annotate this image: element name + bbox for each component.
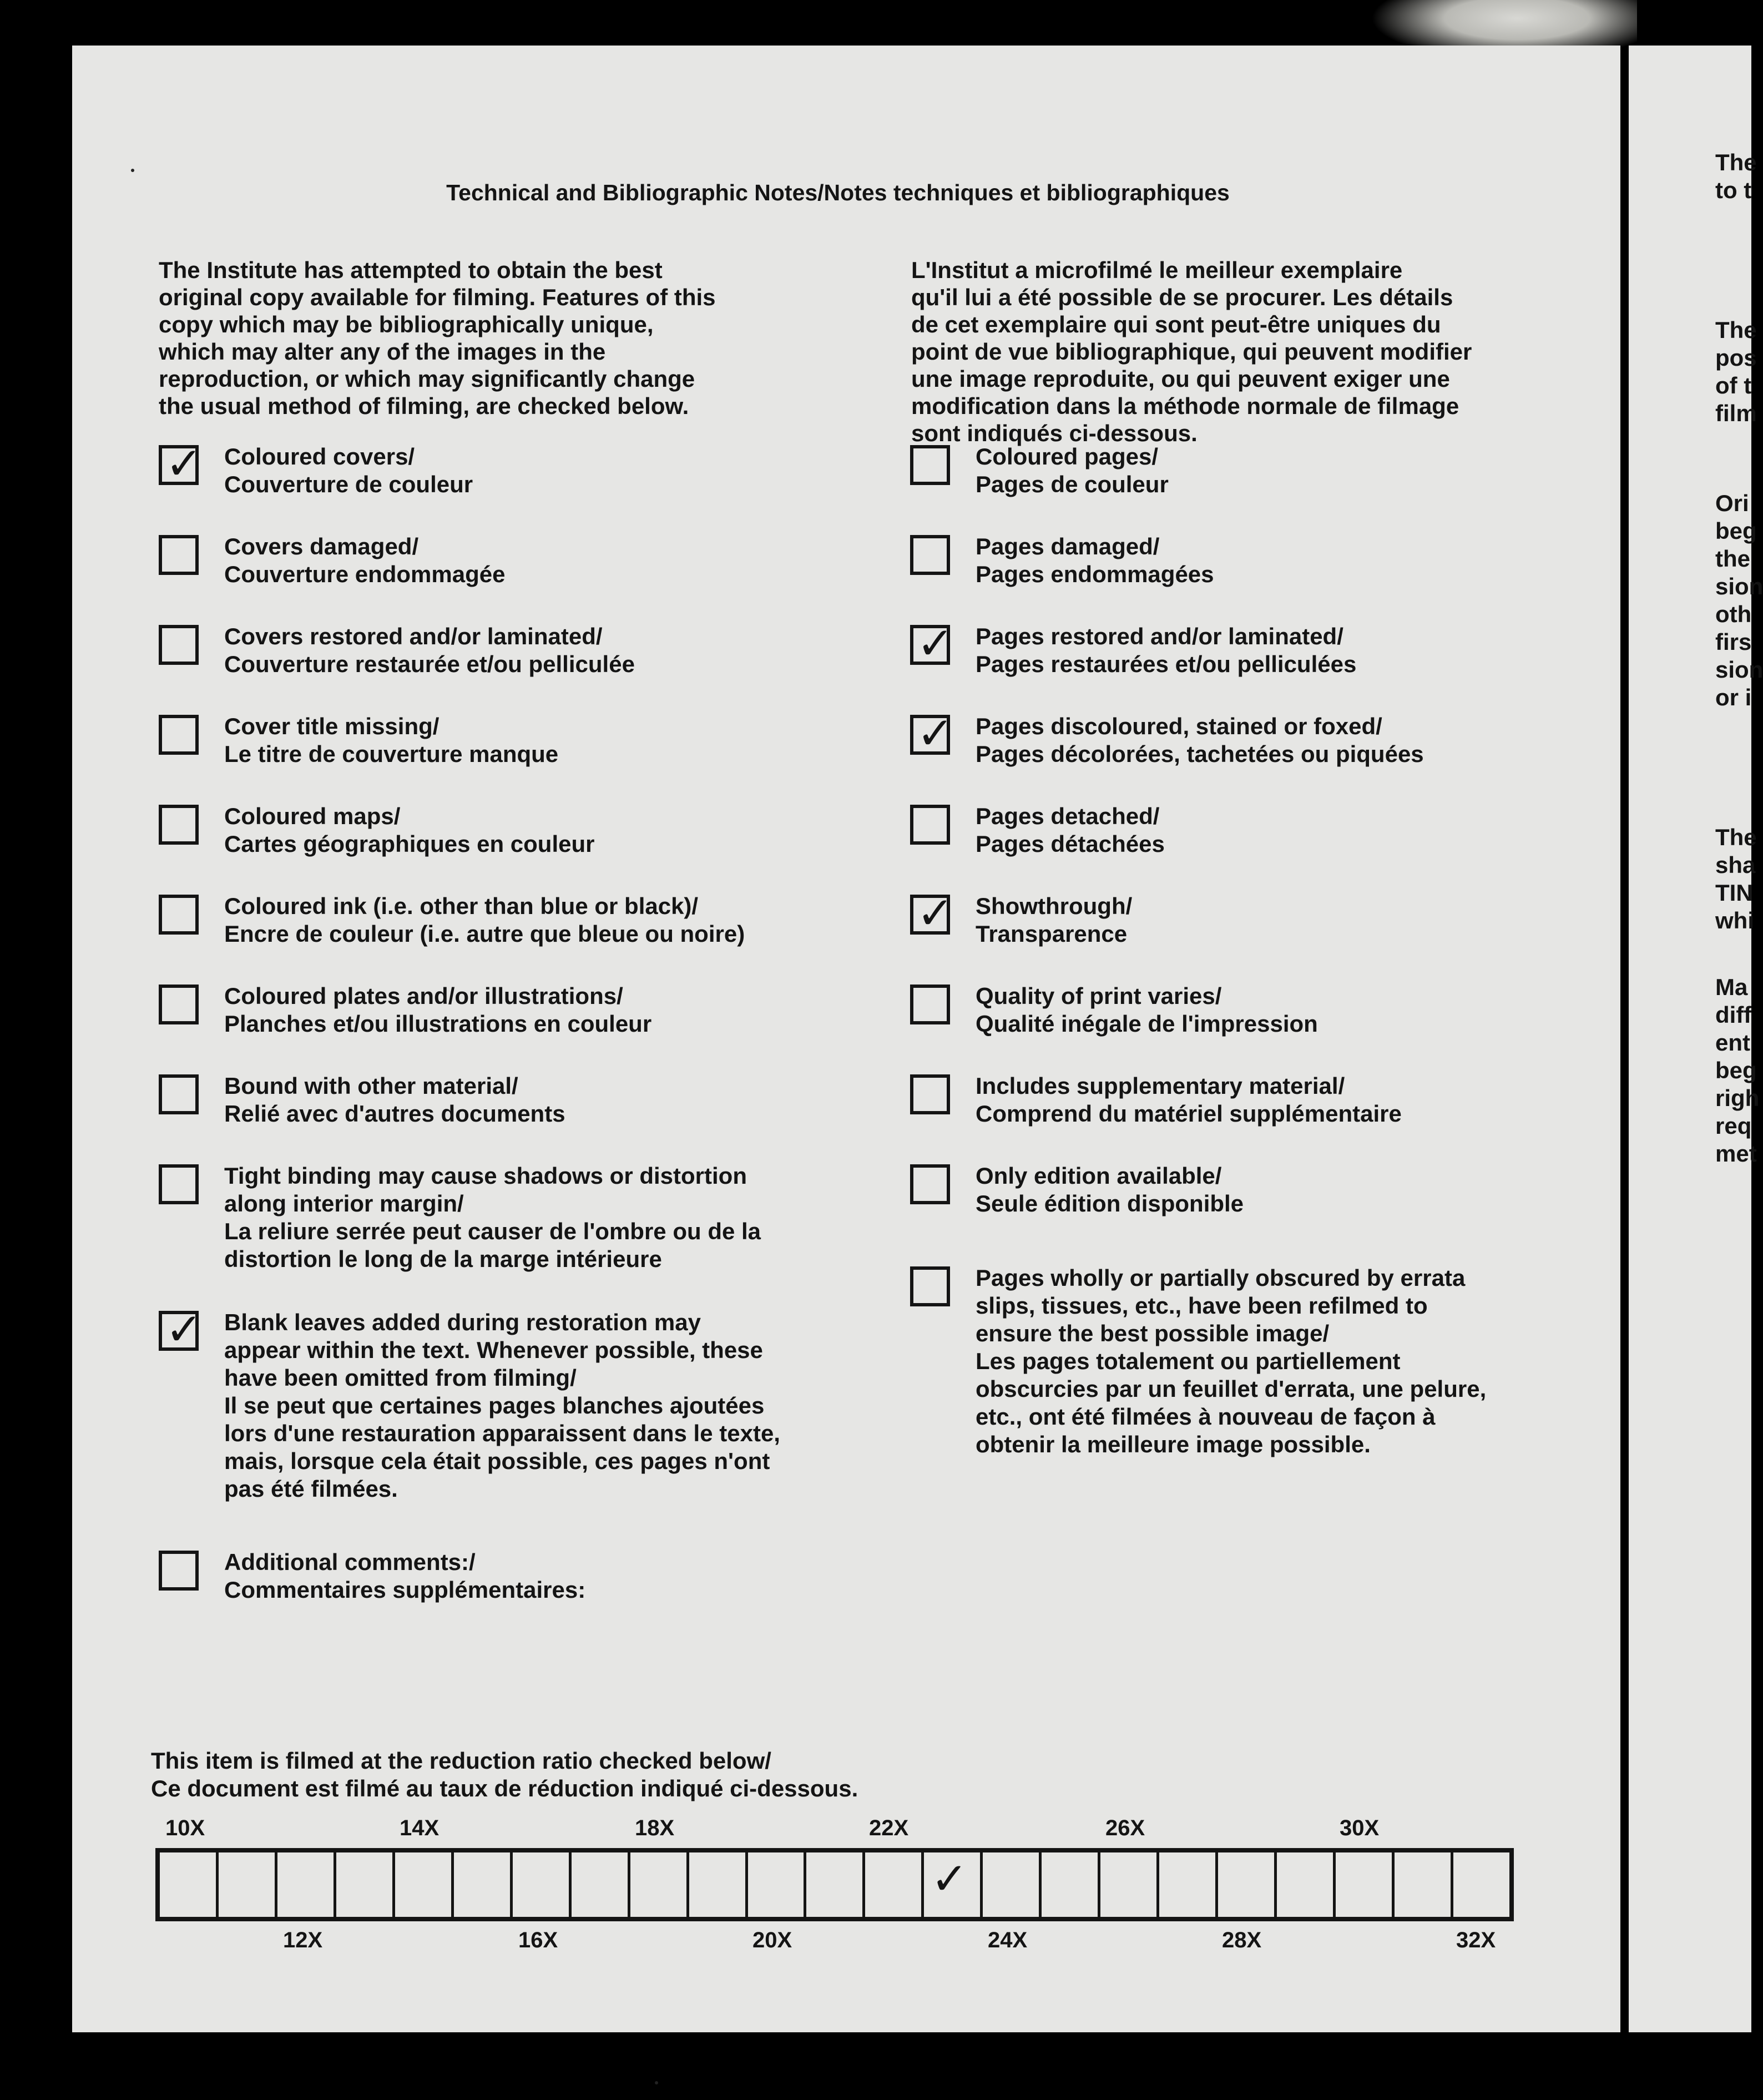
adjacent-page-fragment: Ori beg the sion oth firs sion or i <box>1715 490 1763 710</box>
checkbox[interactable] <box>159 895 199 935</box>
ratio-cell[interactable] <box>806 1852 865 1917</box>
ratio-cell[interactable] <box>1042 1852 1100 1917</box>
ratio-label: 18X <box>635 1816 675 1840</box>
checklist-label: Includes supplementary material/ Comprend du matériel supplémentaire <box>976 1073 1402 1127</box>
reduction-caption: This item is filmed at the reduction ratio checked below/ Ce document est filmé au taux de réduction indiqué ci-dessous. <box>151 1748 858 1801</box>
adjacent-page-fragment: The to t <box>1715 149 1757 203</box>
ratio-cell[interactable] <box>1218 1852 1277 1917</box>
checklist-label: Bound with other material/ Relié avec d'autres documents <box>224 1073 565 1127</box>
ratio-cell[interactable] <box>1395 1852 1453 1917</box>
checkbox[interactable] <box>159 1074 199 1114</box>
checkbox[interactable] <box>910 805 950 845</box>
checklist-label: Pages damaged/ Pages endommagées <box>976 533 1214 587</box>
checkbox[interactable] <box>910 1164 950 1204</box>
ratio-cell[interactable] <box>630 1852 689 1917</box>
checklist-label: Pages restored and/or laminated/ Pages restaurées et/ou pelliculées <box>976 623 1357 677</box>
checklist-label: Coloured ink (i.e. other than blue or black)/ Encre de couleur (i.e. autre que bleue ou noire) <box>224 893 745 947</box>
intro-french: L'Institut a microfilmé le meilleur exemplaire qu'il lui a été possible de se procurer. Les détails de cet exemplaire qui sont peut-être uniques du point de vue bibliographique, qui peuvent modifier une image reproduite, ou qui peuvent exiger une modification dans la méthode normale de filmage sont indiqués ci-dessous. <box>911 257 1472 446</box>
checklist-label: Showthrough/ Transparence <box>976 893 1133 947</box>
checkbox[interactable] <box>910 708 954 759</box>
checkbox[interactable] <box>159 1304 203 1355</box>
ratio-cell[interactable] <box>513 1852 572 1917</box>
ratio-cell[interactable] <box>219 1852 277 1917</box>
checkbox[interactable] <box>159 625 199 665</box>
checkbox[interactable] <box>910 618 954 669</box>
ratio-cell[interactable] <box>924 1852 983 1917</box>
ratio-cell[interactable] <box>1159 1852 1218 1917</box>
ratio-cell[interactable] <box>1100 1852 1159 1917</box>
checklist-label: Blank leaves added during restoration may appear within the text. Whenever possible, these have been omitted from filming/ Il se peut que certaines pages blanches ajoutées lors d'une restauration apparaissent dans le texte, mais, lorsque cela était possible, ces pages n'ont pas été filmées. <box>224 1309 780 1502</box>
checklist-label: Covers damaged/ Couverture endommagée <box>224 533 506 587</box>
checkbox[interactable] <box>910 985 950 1024</box>
ratio-label: 32X <box>1456 1928 1496 1952</box>
checklist-label: Coloured maps/ Cartes géographiques en couleur <box>224 803 595 857</box>
checkbox[interactable] <box>159 715 199 755</box>
checklist-label: Pages wholly or partially obscured by errata slips, tissues, etc., have been refilmed to ensure the best possible image/ Les pages totalement ou partiellement obscurcies par un feuillet d'errata, une pelure, etc., ont été filmées à nouveau de façon à obtenir la meilleure image possible. <box>976 1265 1487 1457</box>
ratio-cell[interactable] <box>1453 1852 1509 1917</box>
ratio-label: 12X <box>283 1928 323 1952</box>
checkbox[interactable] <box>910 535 950 575</box>
checkbox[interactable] <box>159 535 199 575</box>
checkmark-icon: ✓ <box>165 1304 203 1355</box>
ratio-cell[interactable] <box>1336 1852 1395 1917</box>
reduction-ratio-strip <box>155 1848 1514 1921</box>
adjacent-page-fragment: The pos of t film <box>1715 317 1757 426</box>
checkbox[interactable] <box>910 445 950 485</box>
ratio-cell[interactable] <box>454 1852 513 1917</box>
checkbox[interactable] <box>910 1074 950 1114</box>
ratio-label: 28X <box>1222 1928 1262 1952</box>
checkmark-icon: ✓ <box>917 708 954 759</box>
checkbox[interactable] <box>159 1164 199 1204</box>
ratio-label: 22X <box>869 1816 909 1840</box>
checkbox[interactable] <box>159 985 199 1024</box>
checkmark-icon: ✓ <box>931 1853 968 1905</box>
checklist-label: Covers restored and/or laminated/ Couverture restaurée et/ou pelliculée <box>224 623 635 677</box>
checkmark-icon: ✓ <box>917 618 954 669</box>
ratio-cell[interactable] <box>983 1852 1042 1917</box>
ratio-cell[interactable] <box>1277 1852 1336 1917</box>
checklist-label: Pages detached/ Pages détachées <box>976 803 1165 857</box>
checkbox[interactable] <box>910 1266 950 1306</box>
checkbox[interactable] <box>159 805 199 845</box>
document-page <box>72 46 1620 2032</box>
ratio-cell[interactable] <box>689 1852 748 1917</box>
ratio-label: 16X <box>518 1928 558 1952</box>
checklist-label: Pages discoloured, stained or foxed/ Pages décolorées, tachetées ou piquées <box>976 713 1424 767</box>
checkbox[interactable] <box>910 887 954 939</box>
intro-english: The Institute has attempted to obtain the best original copy available for filming. Features of this copy which may be bibliographically unique, which may alter any of the images in the reproduction, or which may significantly change the usual method of filming, are checked below. <box>159 257 716 419</box>
adjacent-page <box>1629 46 1763 2032</box>
ratio-cell[interactable] <box>572 1852 630 1917</box>
ratio-cell[interactable] <box>277 1852 336 1917</box>
ratio-label: 26X <box>1105 1816 1145 1840</box>
ratio-cell[interactable] <box>160 1852 219 1917</box>
checklist-label: Only edition available/ Seule édition disponible <box>976 1163 1244 1216</box>
checklist-label: Coloured plates and/or illustrations/ Planches et/ou illustrations en couleur <box>224 983 652 1037</box>
ratio-label: 10X <box>165 1816 205 1840</box>
ratio-label: 20X <box>752 1928 792 1952</box>
speck <box>655 2081 658 2084</box>
speck <box>131 169 134 172</box>
checkmark-icon: ✓ <box>165 438 203 489</box>
checklist-label: Coloured covers/ Couverture de couleur <box>224 443 473 497</box>
checklist-label: Tight binding may cause shadows or distortion along interior margin/ La reliure serrée peut causer de l'ombre ou de la distortion le long de la marge intérieure <box>224 1163 761 1272</box>
checklist-label: Quality of print varies/ Qualité inégale de l'impression <box>976 983 1318 1037</box>
checkbox[interactable] <box>159 438 203 489</box>
ratio-cell[interactable] <box>865 1852 924 1917</box>
ratio-label: 14X <box>400 1816 440 1840</box>
ratio-cell[interactable] <box>395 1852 454 1917</box>
adjacent-page-fragment: The sha TIN whi <box>1715 824 1757 933</box>
checklist-label: Additional comments:/ Commentaires supplémentaires: <box>224 1549 586 1603</box>
checklist-label: Coloured pages/ Pages de couleur <box>976 443 1169 497</box>
ratio-cell[interactable] <box>336 1852 395 1917</box>
ratio-cell[interactable] <box>748 1852 807 1917</box>
checkbox[interactable] <box>159 1551 199 1591</box>
adjacent-page-fragment: Ma diff ent beg righ req met <box>1715 974 1760 1167</box>
ratio-label: 30X <box>1340 1816 1380 1840</box>
ratio-label: 24X <box>988 1928 1028 1952</box>
checkmark-icon: ✓ <box>917 887 954 939</box>
page-title: Technical and Bibliographic Notes/Notes techniques et bibliographiques <box>446 180 1230 205</box>
checklist-label: Cover title missing/ Le titre de couverture manque <box>224 713 559 767</box>
